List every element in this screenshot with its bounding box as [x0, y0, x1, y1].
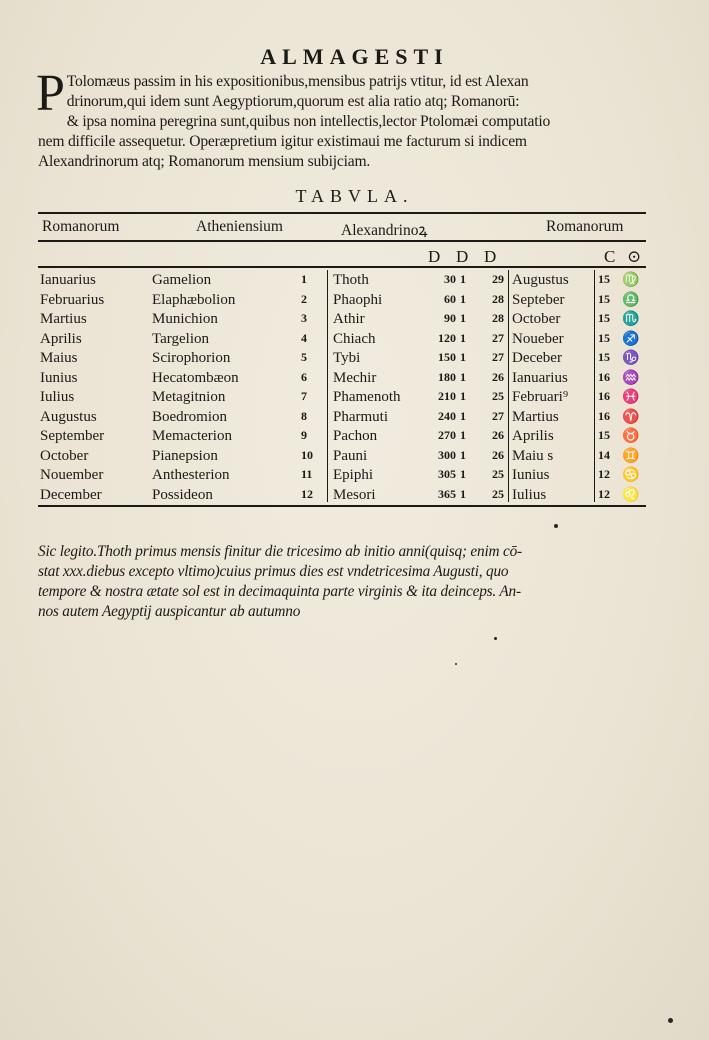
table-row: [0, 370, 709, 390]
table-row: [0, 350, 709, 370]
zodiac-sign-icon: ♈: [622, 409, 640, 425]
roman-month-2: Septeber: [512, 291, 565, 308]
table-row: [0, 389, 709, 409]
sign-degree: 15: [598, 350, 610, 364]
sign-degree: 14: [598, 447, 610, 462]
athenian-month: Memacterion: [152, 428, 232, 444]
roman-month: Iunius: [40, 369, 78, 386]
roman-month: Nouember: [40, 467, 104, 483]
sign-degree: 12: [598, 467, 610, 481]
alexandrian-month: Phamenoth: [333, 389, 401, 405]
day-one: 1: [460, 389, 466, 403]
zodiac-sign-icon: ♊: [622, 448, 640, 464]
athenian-month: Gamelion: [152, 272, 212, 288]
roman-day: 27: [492, 350, 504, 364]
roman-month: Februarius: [40, 291, 105, 308]
table-row: [0, 467, 709, 487]
zodiac-sign-icon: ♍: [622, 273, 640, 288]
unit-rule: [38, 266, 646, 268]
table-row: [0, 292, 709, 312]
day-one: 1: [460, 350, 466, 364]
month-number: 2: [301, 291, 307, 306]
zodiac-sign-icon: ♓: [622, 390, 640, 405]
roman-day: 25: [492, 467, 504, 481]
athenian-month: Munichion: [152, 311, 218, 327]
day-one: 1: [460, 272, 466, 286]
alexandrian-month: Mechir: [333, 369, 377, 386]
alexandrian-month: Mesori: [333, 486, 376, 503]
alexandrian-month: Phaophi: [333, 291, 383, 308]
roman-month-2: Iunius: [512, 467, 550, 483]
unit-d-2: D: [456, 247, 469, 266]
day-one: 1: [460, 486, 466, 501]
zodiac-sign-icon: ♉: [622, 429, 640, 444]
roman-month: Martius: [40, 311, 87, 327]
athenian-month: Boedromion: [152, 408, 227, 425]
alexandrian-month: Pharmuti: [333, 408, 388, 425]
sign-degree: 16: [598, 408, 610, 423]
zodiac-sign-icon: ♐: [622, 331, 640, 347]
athenian-month: Possideon: [152, 486, 213, 503]
roman-month-2: Ianuarius: [512, 369, 568, 386]
table-row: [0, 311, 709, 331]
day-one: 1: [460, 369, 466, 384]
sign-degree: 16: [598, 369, 610, 384]
cumulative-days: 270: [438, 428, 456, 442]
roman-month: Augustus: [40, 408, 97, 425]
month-number: 10: [301, 447, 313, 462]
roman-month-2: October: [512, 311, 561, 327]
roman-month-2: Deceber: [512, 350, 562, 366]
cumulative-days: 150: [438, 350, 456, 364]
alexandrian-month: Pachon: [333, 428, 378, 444]
roman-day: 28: [492, 311, 504, 325]
sign-degree: 15: [598, 428, 610, 442]
zodiac-sign-icon: ♑: [622, 351, 640, 366]
month-number: 7: [301, 389, 307, 403]
roman-month: Aprilis: [40, 330, 82, 347]
month-number: 1: [301, 272, 307, 286]
intro-line: Alexandrinorum atq; Romanorum mensium subijciam.: [38, 153, 371, 170]
intro-line: nem difficile assequetur. Operæpretium igitur existimaui me facturum si indicem: [38, 133, 527, 150]
alexandrian-month: Athir: [333, 311, 365, 327]
table-top-rule: [38, 212, 646, 214]
table-row: [0, 428, 709, 448]
intro-line: Tolomæus passim in his expositionibus,mensibus patrijs vtitur, id est Alexan: [66, 73, 529, 90]
ink-speck: [554, 524, 558, 528]
athenian-month: Pianepsion: [152, 447, 218, 464]
ink-speck: [494, 637, 497, 640]
note-line: nos autem Aegyptij auspicantur ab autumno: [38, 603, 301, 620]
cumulative-days: 90: [444, 311, 456, 325]
sign-degree: 15: [598, 272, 610, 286]
cumulative-days: 300: [438, 447, 456, 462]
month-number: 11: [301, 467, 313, 481]
zodiac-sign-icon: ♒: [622, 370, 640, 386]
table-row: [0, 487, 709, 507]
roman-month-2: Martius: [512, 408, 559, 425]
note-line: stat xxx.diebus excepto vltimo)cuius primus dies est vndetricesima Augusti, quo: [38, 563, 509, 580]
roman-month: December: [40, 486, 102, 503]
cumulative-days: 60: [444, 291, 456, 306]
drop-cap: P: [36, 65, 65, 122]
table-row: [0, 448, 709, 468]
cumulative-days: 305: [438, 467, 456, 481]
sun-icon: ⊙: [627, 247, 642, 266]
athenian-month: Elaphæbolion: [152, 291, 236, 308]
note-line: tempore & nostra ætate sol est in decimaquinta parte virginis & ita deinceps. An-: [38, 583, 521, 600]
sign-degree: 15: [598, 311, 610, 325]
roman-day: 25: [492, 486, 504, 501]
cumulative-days: 180: [438, 369, 456, 384]
table-title: TABVLA.: [295, 186, 414, 206]
roman-month: October: [40, 447, 89, 464]
athenian-month: Metagitnion: [152, 389, 226, 405]
cumulative-days: 365: [438, 486, 456, 501]
table-row: [0, 272, 709, 292]
roman-day: 28: [492, 291, 504, 306]
zodiac-sign-icon: ♏: [622, 312, 640, 327]
roman-month-2: Augustus: [512, 272, 569, 288]
roman-month: Iulius: [40, 389, 75, 405]
alexandrian-month: Tybi: [333, 350, 361, 366]
roman-month-2: Aprilis: [512, 428, 554, 444]
zodiac-sign-icon: ♌: [622, 487, 640, 503]
alexandrian-month: Epiphi: [333, 467, 373, 483]
day-one: 1: [460, 447, 466, 462]
page-heading: ALMAGESTI: [260, 44, 449, 69]
month-number: 4: [301, 330, 307, 345]
month-number: 5: [301, 350, 307, 364]
zodiac-sign-icon: ♋: [622, 468, 640, 483]
intro-line: drinorum,qui idem sunt Aegyptiorum,quorum est alia ratio atq; Romanorū:: [66, 93, 520, 110]
day-one: 1: [460, 330, 466, 345]
header-atheniensium: Atheniensium: [196, 218, 283, 235]
unit-d-3: D: [484, 247, 497, 266]
athenian-month: Hecatombæon: [152, 369, 239, 386]
unit-d-1: D: [428, 247, 441, 266]
month-number: 3: [301, 311, 307, 325]
zodiac-sign-icon: ♎: [622, 292, 640, 308]
intro-paragraph: [36, 65, 654, 172]
cumulative-days: 30: [444, 272, 456, 286]
cumulative-days: 240: [438, 408, 456, 423]
header-rule: [38, 240, 646, 242]
roman-day: 27: [492, 330, 504, 345]
alexandrian-month: Thoth: [333, 272, 369, 288]
sign-degree: 16: [598, 389, 610, 403]
table-row: [0, 331, 709, 351]
unit-c: C: [604, 247, 616, 266]
intro-line: & ipsa nomina peregrina sunt,quibus non intellectis,lector Ptolomæi computatio: [66, 113, 551, 130]
roman-day: 25: [492, 389, 504, 403]
sign-degree: 12: [598, 486, 610, 501]
month-number: 12: [301, 486, 313, 501]
header-romanorum-2: Romanorum: [546, 218, 624, 235]
athenian-month: Scirophorion: [152, 350, 231, 366]
note-paragraph: [38, 542, 650, 622]
ink-speck: [668, 1018, 673, 1023]
roman-month: Ianuarius: [40, 272, 96, 288]
roman-day: 29: [492, 272, 504, 286]
roman-month: Maius: [40, 350, 78, 366]
day-one: 1: [460, 408, 466, 423]
roman-day: 26: [492, 369, 504, 384]
header-romanorum: Romanorum: [42, 218, 120, 235]
roman-day: 27: [492, 408, 504, 423]
cumulative-days: 210: [438, 389, 456, 403]
day-one: 1: [460, 428, 466, 442]
day-one: 1: [460, 311, 466, 325]
roman-day: 26: [492, 447, 504, 462]
month-number: 8: [301, 408, 307, 423]
alexandrian-month: Chiach: [333, 330, 376, 347]
table-row: [0, 409, 709, 429]
roman-month-2: Noueber: [512, 330, 564, 347]
athenian-month: Anthesterion: [152, 467, 230, 483]
roman-month: September: [40, 428, 105, 444]
athenian-month: Targelion: [152, 330, 209, 347]
sign-degree: 15: [598, 330, 610, 345]
sign-degree: 15: [598, 291, 610, 306]
note-line: Sic legito.Thoth primus mensis finitur die tricesimo ab initio anni(quisq; enim cō-: [38, 543, 522, 560]
ink-speck: [455, 663, 457, 665]
alexandrian-month: Pauni: [333, 447, 368, 464]
day-one: 1: [460, 291, 466, 306]
roman-month-2: Februari⁹: [512, 389, 569, 405]
roman-day: 26: [492, 428, 504, 442]
roman-month-2: Maiu s: [512, 447, 554, 464]
day-one: 1: [460, 467, 466, 481]
header-alexandrinorum: Alexandrinoꝝ: [341, 222, 428, 239]
roman-month-2: Iulius: [512, 486, 547, 503]
cumulative-days: 120: [438, 330, 456, 345]
month-number: 9: [301, 428, 307, 442]
month-number: 6: [301, 369, 307, 384]
